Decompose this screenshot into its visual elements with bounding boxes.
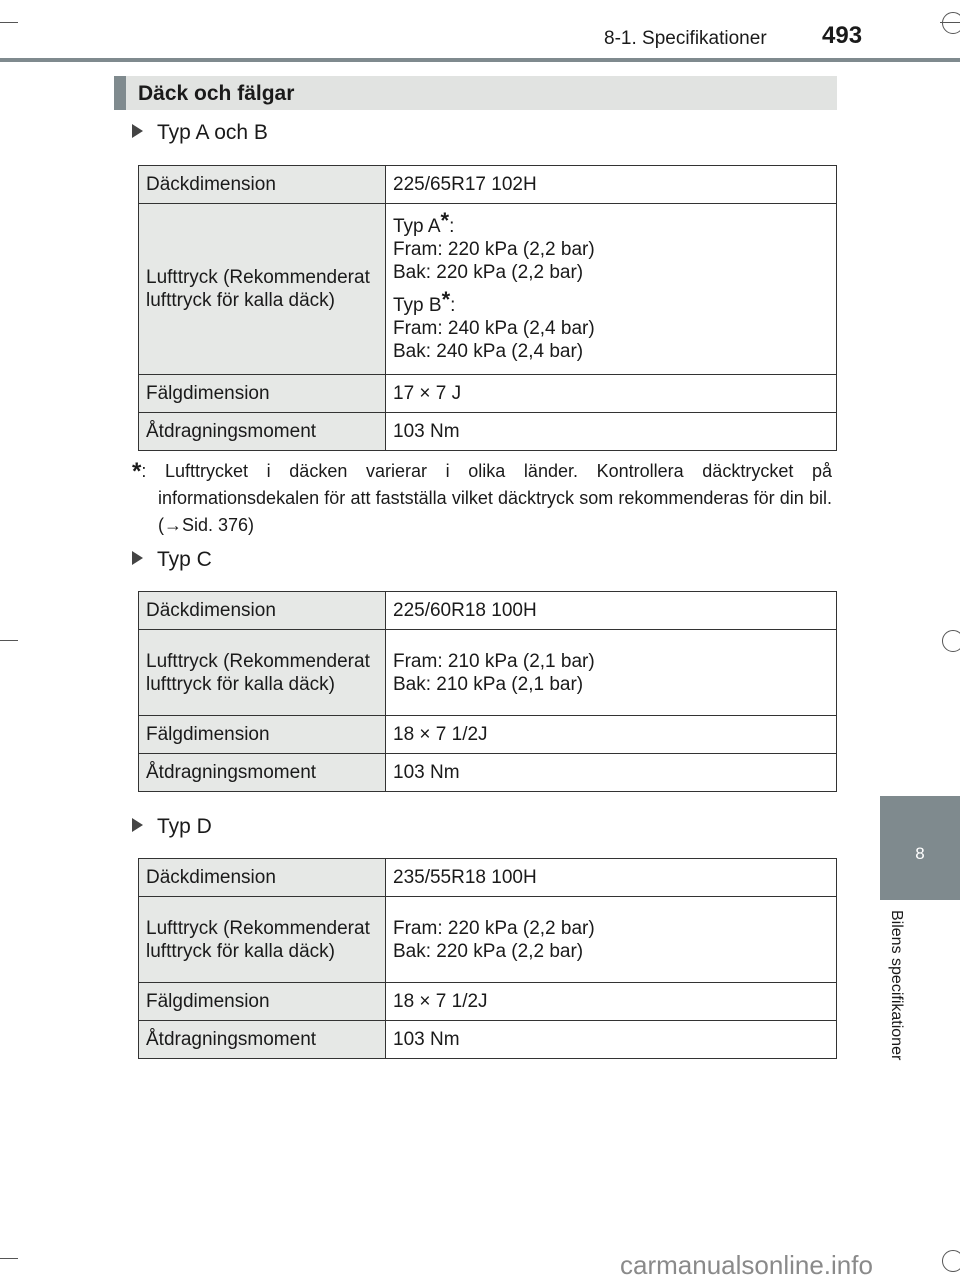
group-label: Typ A — [393, 216, 441, 237]
spec-key: Däckdimension — [139, 859, 386, 897]
table-row — [139, 375, 837, 413]
spec-value: 17 × 7 J — [386, 375, 837, 413]
triangle-bullet-icon — [132, 551, 143, 565]
spec-value: 103 Nm — [386, 754, 837, 792]
group-colon: : — [449, 216, 455, 237]
spec-table-type-c — [138, 591, 837, 792]
table-row — [139, 897, 837, 983]
chapter-title: 8-1. Specifikationer — [604, 28, 767, 49]
group-label: Typ B — [393, 295, 442, 316]
value-line: Bak: 240 kPa (2,4 bar) — [393, 341, 584, 362]
footnote-marker: * — [441, 287, 451, 312]
spec-table-type-ab — [138, 165, 837, 451]
registration-mark — [942, 12, 960, 34]
spec-key: Åtdragningsmoment — [139, 413, 386, 451]
spec-value: 225/60R18 100H — [386, 592, 837, 630]
subheading-text: Typ C — [157, 548, 212, 571]
spec-key: Lufttryck (Rekommenderat lufttryck för kalla däck) — [139, 630, 386, 716]
page-number: 493 — [822, 22, 863, 49]
table-row — [139, 716, 837, 754]
subheading-text: Typ D — [157, 815, 212, 838]
value-line: Fram: 240 kPa (2,4 bar) — [393, 318, 595, 339]
triangle-bullet-icon — [132, 124, 143, 138]
footnote-marker: * — [440, 208, 450, 233]
table-row — [139, 1021, 837, 1059]
spec-table-type-d — [138, 858, 837, 1059]
footnote-text: : Lufttrycket i däcken varierar i olika länder. Kontrollera däcktrycket på informationsdekalen för att fastställa vilket däcktryck som rekommenderas för din bil. (→Sid. 376) — [141, 461, 832, 535]
subheading-type-c — [132, 548, 212, 572]
spec-key: Fälgdimension — [139, 375, 386, 413]
spec-key: Fälgdimension — [139, 983, 386, 1021]
value-line: Fram: 220 kPa (2,2 bar) — [393, 917, 595, 939]
header-rule — [0, 58, 960, 62]
spec-key: Däckdimension — [139, 592, 386, 630]
value-line: Bak: 220 kPa (2,2 bar) — [393, 262, 584, 283]
section-heading — [114, 76, 837, 110]
subheading-type-d — [132, 815, 212, 839]
table-row — [139, 630, 837, 716]
value-line: Fram: 210 kPa (2,1 bar) — [393, 650, 595, 672]
section-title: Däck och fälgar — [138, 82, 295, 105]
chapter-tab-label: Bilens specifikationer — [888, 910, 905, 1061]
triangle-bullet-icon — [132, 818, 143, 832]
chapter-tab — [880, 796, 960, 900]
table-row — [139, 204, 837, 375]
spec-key: Däckdimension — [139, 166, 386, 204]
crop-mark — [0, 1258, 18, 1259]
spec-value — [386, 204, 837, 375]
spec-value: 18 × 7 1/2J — [386, 716, 837, 754]
crop-mark — [0, 22, 18, 23]
table-row — [139, 983, 837, 1021]
value-group-type-a — [393, 208, 829, 284]
registration-mark — [942, 630, 960, 652]
spec-value: 235/55R18 100H — [386, 859, 837, 897]
footnote-marker: * — [132, 458, 142, 485]
spec-value — [386, 630, 837, 716]
table-row — [139, 166, 837, 204]
subheading-type-ab — [132, 121, 268, 145]
value-group-type-b — [393, 287, 829, 363]
spec-value: 103 Nm — [386, 1021, 837, 1059]
table-row — [139, 859, 837, 897]
value-line: Fram: 220 kPa (2,2 bar) — [393, 239, 595, 260]
registration-mark — [942, 1250, 960, 1272]
group-colon: : — [450, 295, 456, 316]
value-line: Bak: 210 kPa (2,1 bar) — [393, 673, 584, 695]
spec-key: Lufttryck (Rekommenderat lufttryck för kalla däck) — [139, 897, 386, 983]
spec-value — [386, 897, 837, 983]
footnote — [132, 458, 832, 539]
spec-value: 18 × 7 1/2J — [386, 983, 837, 1021]
value-line: Bak: 220 kPa (2,2 bar) — [393, 940, 584, 962]
table-row — [139, 592, 837, 630]
crop-mark — [0, 640, 18, 641]
spec-value: 103 Nm — [386, 413, 837, 451]
watermark: carmanualsonline.info — [620, 1250, 873, 1280]
spec-key: Fälgdimension — [139, 716, 386, 754]
table-row — [139, 413, 837, 451]
chapter-tab-label-wrap — [888, 910, 918, 1100]
spec-key: Åtdragningsmoment — [139, 1021, 386, 1059]
spec-key: Lufttryck (Rekommenderat lufttryck för kalla däck) — [139, 204, 386, 375]
spec-key: Åtdragningsmoment — [139, 754, 386, 792]
subheading-text: Typ A och B — [157, 121, 268, 144]
chapter-tab-number: 8 — [915, 844, 925, 863]
spec-value: 225/65R17 102H — [386, 166, 837, 204]
table-row — [139, 754, 837, 792]
